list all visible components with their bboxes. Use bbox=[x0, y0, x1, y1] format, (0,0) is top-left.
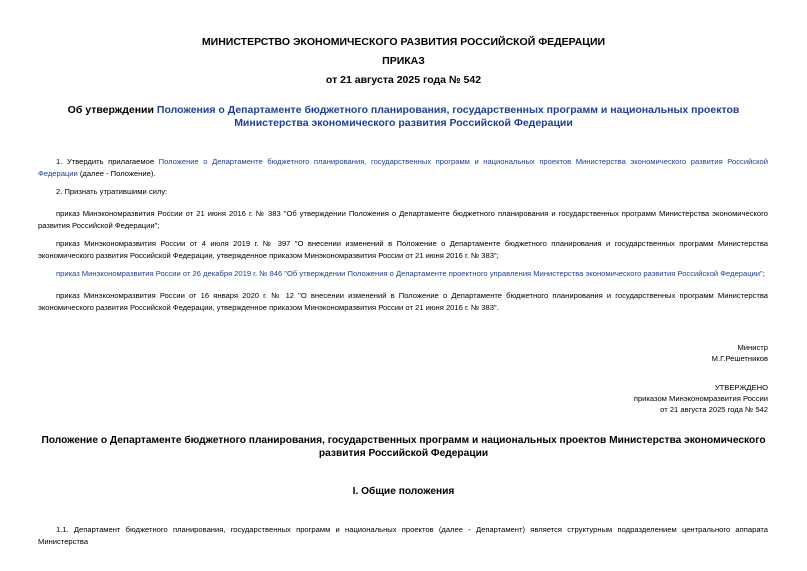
signature-name: М.Г.Решетников bbox=[711, 354, 768, 363]
paragraph-1 bbox=[38, 156, 768, 180]
paragraph-4: приказ Минэкономразвития России от 4 июля 2019 г. № 397 "О внесении изменений в Положение о Департаменте бюджетного планирования и государственных программ Министерства экономического развития Российской Федерации, утвержденное приказом Минэкономразвития России от 21 июня 2016 г. № 383"; bbox=[38, 239, 768, 260]
paragraph-1-end: (далее - Положение). bbox=[77, 169, 156, 178]
paragraph-6: приказ Минэкономразвития России от 16 января 2020 г. № 12 "О внесении изменений в Положение о Департаменте бюджетного планирования и государственных программ Министерства экономического развития Российской Федерации, утвержденное приказом Минэкономразвития России от 21 июня 2016 г. № 383". bbox=[38, 291, 768, 312]
order-title-prefix: Об утверждении bbox=[67, 104, 157, 116]
approval-block bbox=[540, 382, 768, 415]
document-date-number: от 21 августа 2025 года № 542 bbox=[325, 74, 482, 86]
paragraph-2: 2. Признать утратившими силу: bbox=[56, 187, 168, 196]
regulation-title: Положение о Департаменте бюджетного планирования, государственных программ и национальных проектов Министерства экономического развития Российской Федерации bbox=[41, 435, 766, 459]
ministry-heading: МИНИСТЕРСТВО ЭКОНОМИЧЕСКОГО РАЗВИТИЯ РОССИЙСКОЙ ФЕДЕРАЦИИ bbox=[201, 36, 606, 48]
paragraph-5-end: ; bbox=[762, 269, 765, 278]
approval-line-1: УТВЕРЖДЕНО bbox=[714, 383, 768, 392]
signature-position: Министр bbox=[737, 343, 768, 352]
regulation-link[interactable]: Положение о Департаменте бюджетного планирования, государственных программ и национальных проектов Министерства экономического развития Российской Федерации bbox=[38, 157, 768, 178]
paragraph-1-1: 1.1. Департамент бюджетного планирования, государственных программ и национальных проектов (далее - Департамент) является структурным подразделением центрального аппарата Министерства bbox=[38, 525, 768, 546]
section-heading: I. Общие положения bbox=[352, 486, 455, 497]
approval-line-3: от 21 августа 2025 года № 542 bbox=[660, 405, 768, 414]
order-title-link[interactable]: Положения о Департаменте бюджетного планирования, государственных программ и национальных проектов Министерства экономического развития Российской Федерации bbox=[156, 104, 740, 129]
order-title bbox=[30, 104, 777, 130]
repealed-order-link[interactable]: приказ Минэкономразвития России от 26 декабря 2019 г. № 846 "Об утверждении Положения о Департаменте проектного управления Министерства экономического развития Российской Федерации" bbox=[56, 269, 763, 278]
paragraph-5 bbox=[38, 268, 768, 280]
approval-line-2: приказом Минэкономразвития России bbox=[633, 394, 768, 403]
paragraph-1-start: 1. Утвердить прилагаемое bbox=[56, 157, 159, 166]
signature-block bbox=[540, 342, 768, 364]
paragraph-3: приказ Минэкономразвития России от 21 июня 2016 г. № 383 "Об утверждении Положения о Департаменте бюджетного планирования и государственных программ Министерства экономического развития Российской Федерации"; bbox=[38, 209, 768, 230]
document-type: ПРИКАЗ bbox=[382, 55, 425, 67]
